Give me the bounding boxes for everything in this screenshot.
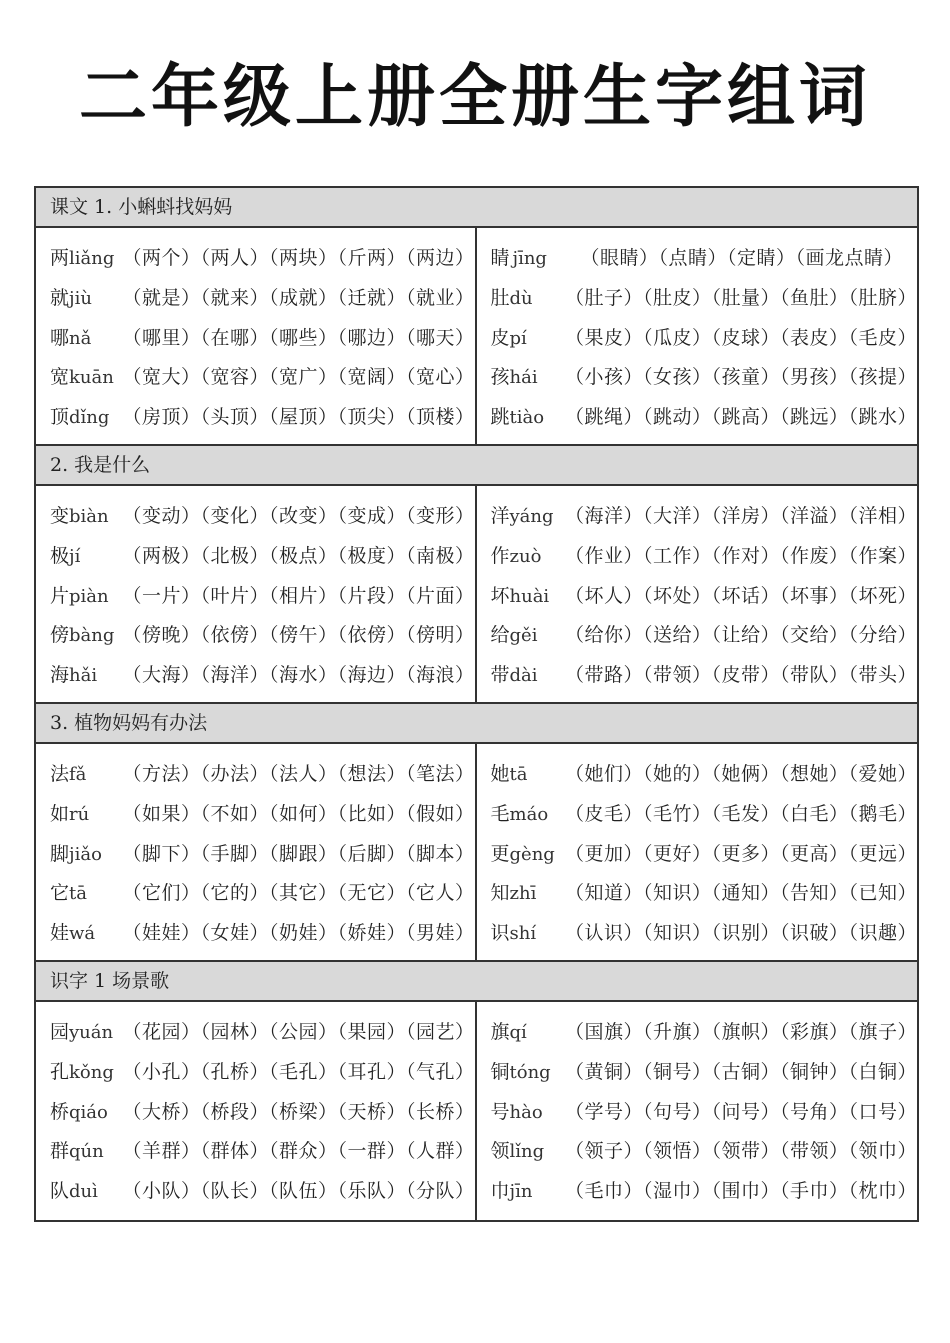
character: 皮 bbox=[490, 326, 510, 349]
character: 作 bbox=[490, 544, 510, 567]
character: 领 bbox=[490, 1140, 510, 1163]
pinyin: qí bbox=[509, 1022, 527, 1043]
character: 肚 bbox=[490, 286, 510, 309]
word-list: （海洋）（大洋）（洋房）（洋溢）（洋相） bbox=[564, 505, 917, 527]
character: 跳 bbox=[490, 406, 510, 429]
right-column bbox=[477, 1002, 918, 1220]
vocab-row bbox=[50, 497, 475, 537]
pinyin: kǒng bbox=[69, 1061, 114, 1083]
character: 旗 bbox=[490, 1021, 510, 1043]
lesson-heading: 课文 1. 小蝌蚪找妈妈 bbox=[36, 188, 917, 228]
vocab-row bbox=[491, 279, 918, 319]
vocab-row bbox=[491, 914, 918, 954]
word-list: （大海）（海洋）（海水）（海边）（海浪） bbox=[122, 664, 475, 687]
character: 哪 bbox=[50, 326, 70, 349]
word-list: （皮毛）（毛竹）（毛发）（白毛）（鹅毛） bbox=[564, 802, 917, 825]
pinyin: gèng bbox=[509, 843, 555, 865]
vocab-row bbox=[50, 914, 475, 954]
lesson-heading: 3. 植物妈妈有办法 bbox=[36, 704, 917, 744]
character: 洋 bbox=[490, 505, 510, 527]
vocab-row bbox=[50, 1093, 475, 1133]
character: 片 bbox=[50, 584, 70, 607]
vocab-row bbox=[491, 835, 918, 875]
vocab-row bbox=[491, 795, 918, 835]
pinyin: yuán bbox=[69, 1022, 114, 1043]
character: 顶 bbox=[50, 406, 70, 429]
vocab-row bbox=[50, 656, 475, 696]
character: 坏 bbox=[490, 584, 510, 607]
left-column bbox=[36, 744, 477, 960]
word-list: （它们）（它的）（其它）（无它）（它人） bbox=[122, 882, 475, 905]
word-list: （小队）（队长）（队伍）（乐队）（分队） bbox=[122, 1180, 475, 1203]
pinyin: jīn bbox=[509, 1181, 533, 1203]
pinyin: dài bbox=[509, 665, 538, 687]
character: 变 bbox=[50, 505, 70, 527]
character: 队 bbox=[50, 1180, 70, 1203]
vocab-row bbox=[50, 279, 475, 319]
page-title: 二年级上册全册生字组词 bbox=[78, 58, 871, 137]
vocab-row bbox=[491, 1132, 918, 1172]
vocab-row bbox=[491, 755, 918, 795]
vocab-row bbox=[491, 398, 918, 438]
word-list: （认识）（知识）（识别）（识破）（识趣） bbox=[564, 922, 917, 945]
vocab-row bbox=[50, 755, 475, 795]
pinyin: lǐng bbox=[509, 1141, 545, 1163]
pinyin: yáng bbox=[509, 506, 554, 527]
pinyin: hǎi bbox=[69, 665, 98, 687]
vocab-row bbox=[491, 616, 918, 656]
word-list: （肚子）（肚皮）（肚量）（鱼肚）（肚脐） bbox=[564, 286, 917, 309]
word-list: （花园）（园林）（公园）（果园）（园艺） bbox=[122, 1021, 475, 1043]
word-list: （大桥）（桥段）（桥梁）（天桥）（长桥） bbox=[122, 1100, 475, 1123]
vocab-row bbox=[491, 358, 918, 398]
pinyin: dǐng bbox=[69, 407, 110, 429]
character: 如 bbox=[50, 802, 70, 825]
word-list: （一片）（叶片）（相片）（片段）（片面） bbox=[122, 584, 475, 607]
lesson-body bbox=[36, 228, 917, 446]
right-column bbox=[477, 228, 918, 444]
character: 铜 bbox=[490, 1060, 510, 1083]
pinyin: huài bbox=[509, 585, 550, 607]
word-list: （给你）（送给）（让给）（交给）（分给） bbox=[564, 624, 917, 647]
pinyin: zuò bbox=[509, 545, 542, 567]
lesson-body bbox=[36, 486, 917, 704]
vocab-row bbox=[50, 1053, 475, 1093]
word-list: （变动）（变化）（改变）（变成）（变形） bbox=[122, 505, 475, 527]
vocab-row bbox=[491, 537, 918, 577]
pinyin: bàng bbox=[69, 625, 115, 647]
word-list: （哪里）（在哪）（哪些）（哪边）（哪天） bbox=[122, 326, 475, 349]
vocab-row bbox=[50, 835, 475, 875]
pinyin: zhī bbox=[509, 883, 537, 905]
pinyin: jiǎo bbox=[69, 843, 102, 865]
pinyin: hái bbox=[509, 367, 538, 389]
pinyin: qún bbox=[69, 1141, 104, 1163]
lesson-section bbox=[36, 446, 917, 704]
word-list: （宽大）（宽容）（宽广）（宽阔）（宽心） bbox=[122, 366, 475, 389]
character: 更 bbox=[490, 842, 510, 865]
vocab-row bbox=[491, 497, 918, 537]
word-list: （国旗）（升旗）（旗帜）（彩旗）（旗子） bbox=[564, 1021, 917, 1043]
word-list: （方法）（办法）（法人）（想法）（笔法） bbox=[122, 763, 475, 785]
word-list: （坏人）（坏处）（坏话）（坏事）（坏死） bbox=[564, 584, 917, 607]
vocab-row bbox=[491, 1053, 918, 1093]
pinyin: biàn bbox=[69, 506, 109, 527]
word-list: （跳绳）（跳动）（跳高）（跳远）（跳水） bbox=[564, 406, 917, 429]
character: 它 bbox=[50, 882, 70, 905]
vocab-row bbox=[50, 1132, 475, 1172]
vocab-row bbox=[50, 874, 475, 914]
character: 海 bbox=[50, 664, 70, 687]
pinyin: wá bbox=[69, 923, 96, 945]
pinyin: nǎ bbox=[69, 327, 92, 349]
vocab-row bbox=[50, 537, 475, 577]
character: 号 bbox=[490, 1100, 510, 1123]
vocab-row bbox=[50, 1172, 475, 1212]
character: 宽 bbox=[50, 366, 70, 389]
vocab-table bbox=[34, 186, 919, 1222]
pinyin: kuān bbox=[69, 367, 114, 389]
character: 脚 bbox=[50, 842, 70, 865]
pinyin: pí bbox=[509, 327, 527, 349]
lesson-body bbox=[36, 1002, 917, 1220]
pinyin: tā bbox=[509, 764, 528, 785]
vocab-row bbox=[50, 358, 475, 398]
character: 极 bbox=[50, 544, 70, 567]
character: 她 bbox=[490, 763, 510, 785]
vocab-row bbox=[491, 656, 918, 696]
character: 睛 bbox=[490, 247, 510, 269]
lesson-heading: 2. 我是什么 bbox=[36, 446, 917, 486]
vocab-row bbox=[491, 1013, 918, 1053]
character: 法 bbox=[50, 763, 70, 785]
left-column bbox=[36, 1002, 477, 1220]
vocab-row bbox=[491, 874, 918, 914]
pinyin: fǎ bbox=[69, 764, 87, 785]
word-list: （两个）（两人）（两块）（斤两）（两边） bbox=[122, 247, 475, 269]
word-list: （知道）（知识）（通知）（告知）（已知） bbox=[564, 882, 917, 905]
vocab-row bbox=[491, 319, 918, 359]
word-list: （果皮）（瓜皮）（皮球）（表皮）（毛皮） bbox=[564, 326, 917, 349]
word-list: （就是）（就来）（成就）（迁就）（就业） bbox=[122, 286, 475, 309]
word-list: （两极）（北极）（极点）（极度）（南极） bbox=[122, 544, 475, 567]
pinyin: duì bbox=[69, 1181, 98, 1203]
pinyin: piàn bbox=[69, 585, 109, 607]
character: 群 bbox=[50, 1140, 70, 1163]
word-list: （毛巾）（湿巾）（围巾）（手巾）（枕巾） bbox=[564, 1180, 917, 1203]
character: 知 bbox=[490, 882, 510, 905]
vocab-row bbox=[50, 398, 475, 438]
word-list: （她们）（她的）（她俩）（想她）（爱她） bbox=[564, 763, 917, 785]
pinyin: rú bbox=[69, 803, 90, 825]
vocab-row bbox=[50, 616, 475, 656]
character: 毛 bbox=[490, 802, 510, 825]
lesson-heading: 识字 1 场景歌 bbox=[36, 962, 917, 1002]
pinyin: tóng bbox=[509, 1061, 551, 1083]
pinyin: jí bbox=[69, 545, 81, 567]
character: 两 bbox=[50, 247, 70, 269]
lesson-body bbox=[36, 744, 917, 962]
character: 娃 bbox=[50, 922, 70, 945]
pinyin: tiào bbox=[509, 407, 545, 429]
right-column bbox=[477, 486, 918, 702]
vocab-row bbox=[50, 795, 475, 835]
vocab-row bbox=[491, 239, 918, 279]
pinyin: qiáo bbox=[69, 1101, 108, 1123]
word-list: （小孩）（女孩）（孩童）（男孩）（孩提） bbox=[564, 366, 917, 389]
pinyin: shí bbox=[509, 923, 537, 945]
vocab-row bbox=[491, 1172, 918, 1212]
character: 就 bbox=[50, 286, 70, 309]
character: 带 bbox=[490, 664, 510, 687]
pinyin: gěi bbox=[509, 625, 538, 647]
pinyin: dù bbox=[509, 287, 533, 309]
word-list: （脚下）（手脚）（脚跟）（后脚）（脚本） bbox=[122, 842, 475, 865]
character: 识 bbox=[490, 922, 510, 945]
pinyin: tā bbox=[69, 883, 87, 905]
left-column bbox=[36, 228, 477, 444]
character: 给 bbox=[490, 624, 510, 647]
pinyin: liǎng bbox=[69, 248, 115, 269]
word-list: （房顶）（头顶）（屋顶）（顶尖）（顶楼） bbox=[122, 406, 475, 429]
vocab-row bbox=[491, 577, 918, 617]
word-list: （傍晚）（依傍）（傍午）（依傍）（傍明） bbox=[122, 624, 475, 647]
word-list: （领子）（领悟）（领带）（带领）（领巾） bbox=[564, 1140, 917, 1163]
word-list: （更加）（更好）（更多）（更高）（更远） bbox=[564, 842, 917, 865]
vocab-row bbox=[50, 1013, 475, 1053]
word-list: （作业）（工作）（作对）（作废）（作案） bbox=[564, 544, 917, 567]
word-list: （眼睛）（点睛）（定睛）（画龙点睛） bbox=[580, 247, 904, 269]
vocab-row bbox=[50, 239, 475, 279]
word-list: （如果）（不如）（如何）（比如）（假如） bbox=[122, 802, 475, 825]
pinyin: jīng bbox=[512, 248, 547, 269]
lesson-section bbox=[36, 962, 917, 1220]
character: 孔 bbox=[50, 1060, 70, 1083]
word-list: （小孔）（孔桥）（毛孔）（耳孔）（气孔） bbox=[122, 1060, 475, 1083]
character: 园 bbox=[50, 1021, 70, 1043]
character: 孩 bbox=[490, 366, 510, 389]
vocab-row bbox=[50, 319, 475, 359]
character: 巾 bbox=[490, 1180, 510, 1203]
character: 傍 bbox=[50, 624, 70, 647]
word-list: （羊群）（群体）（群众）（一群）（人群） bbox=[122, 1140, 475, 1163]
vocab-row bbox=[50, 577, 475, 617]
pinyin: máo bbox=[509, 803, 549, 825]
word-list: （带路）（带领）（皮带）（带队）（带头） bbox=[564, 664, 917, 687]
lesson-section bbox=[36, 704, 917, 962]
character: 桥 bbox=[50, 1100, 70, 1123]
word-list: （娃娃）（女娃）（奶娃）（娇娃）（男娃） bbox=[122, 922, 475, 945]
left-column bbox=[36, 486, 477, 702]
right-column bbox=[477, 744, 918, 960]
pinyin: hào bbox=[509, 1101, 543, 1123]
lesson-section bbox=[36, 188, 917, 446]
pinyin: jiù bbox=[69, 287, 92, 309]
vocab-row bbox=[491, 1093, 918, 1133]
word-list: （黄铜）（铜号）（古铜）（铜钟）（白铜） bbox=[564, 1060, 917, 1083]
word-list: （学号）（句号）（问号）（号角）（口号） bbox=[564, 1100, 917, 1123]
